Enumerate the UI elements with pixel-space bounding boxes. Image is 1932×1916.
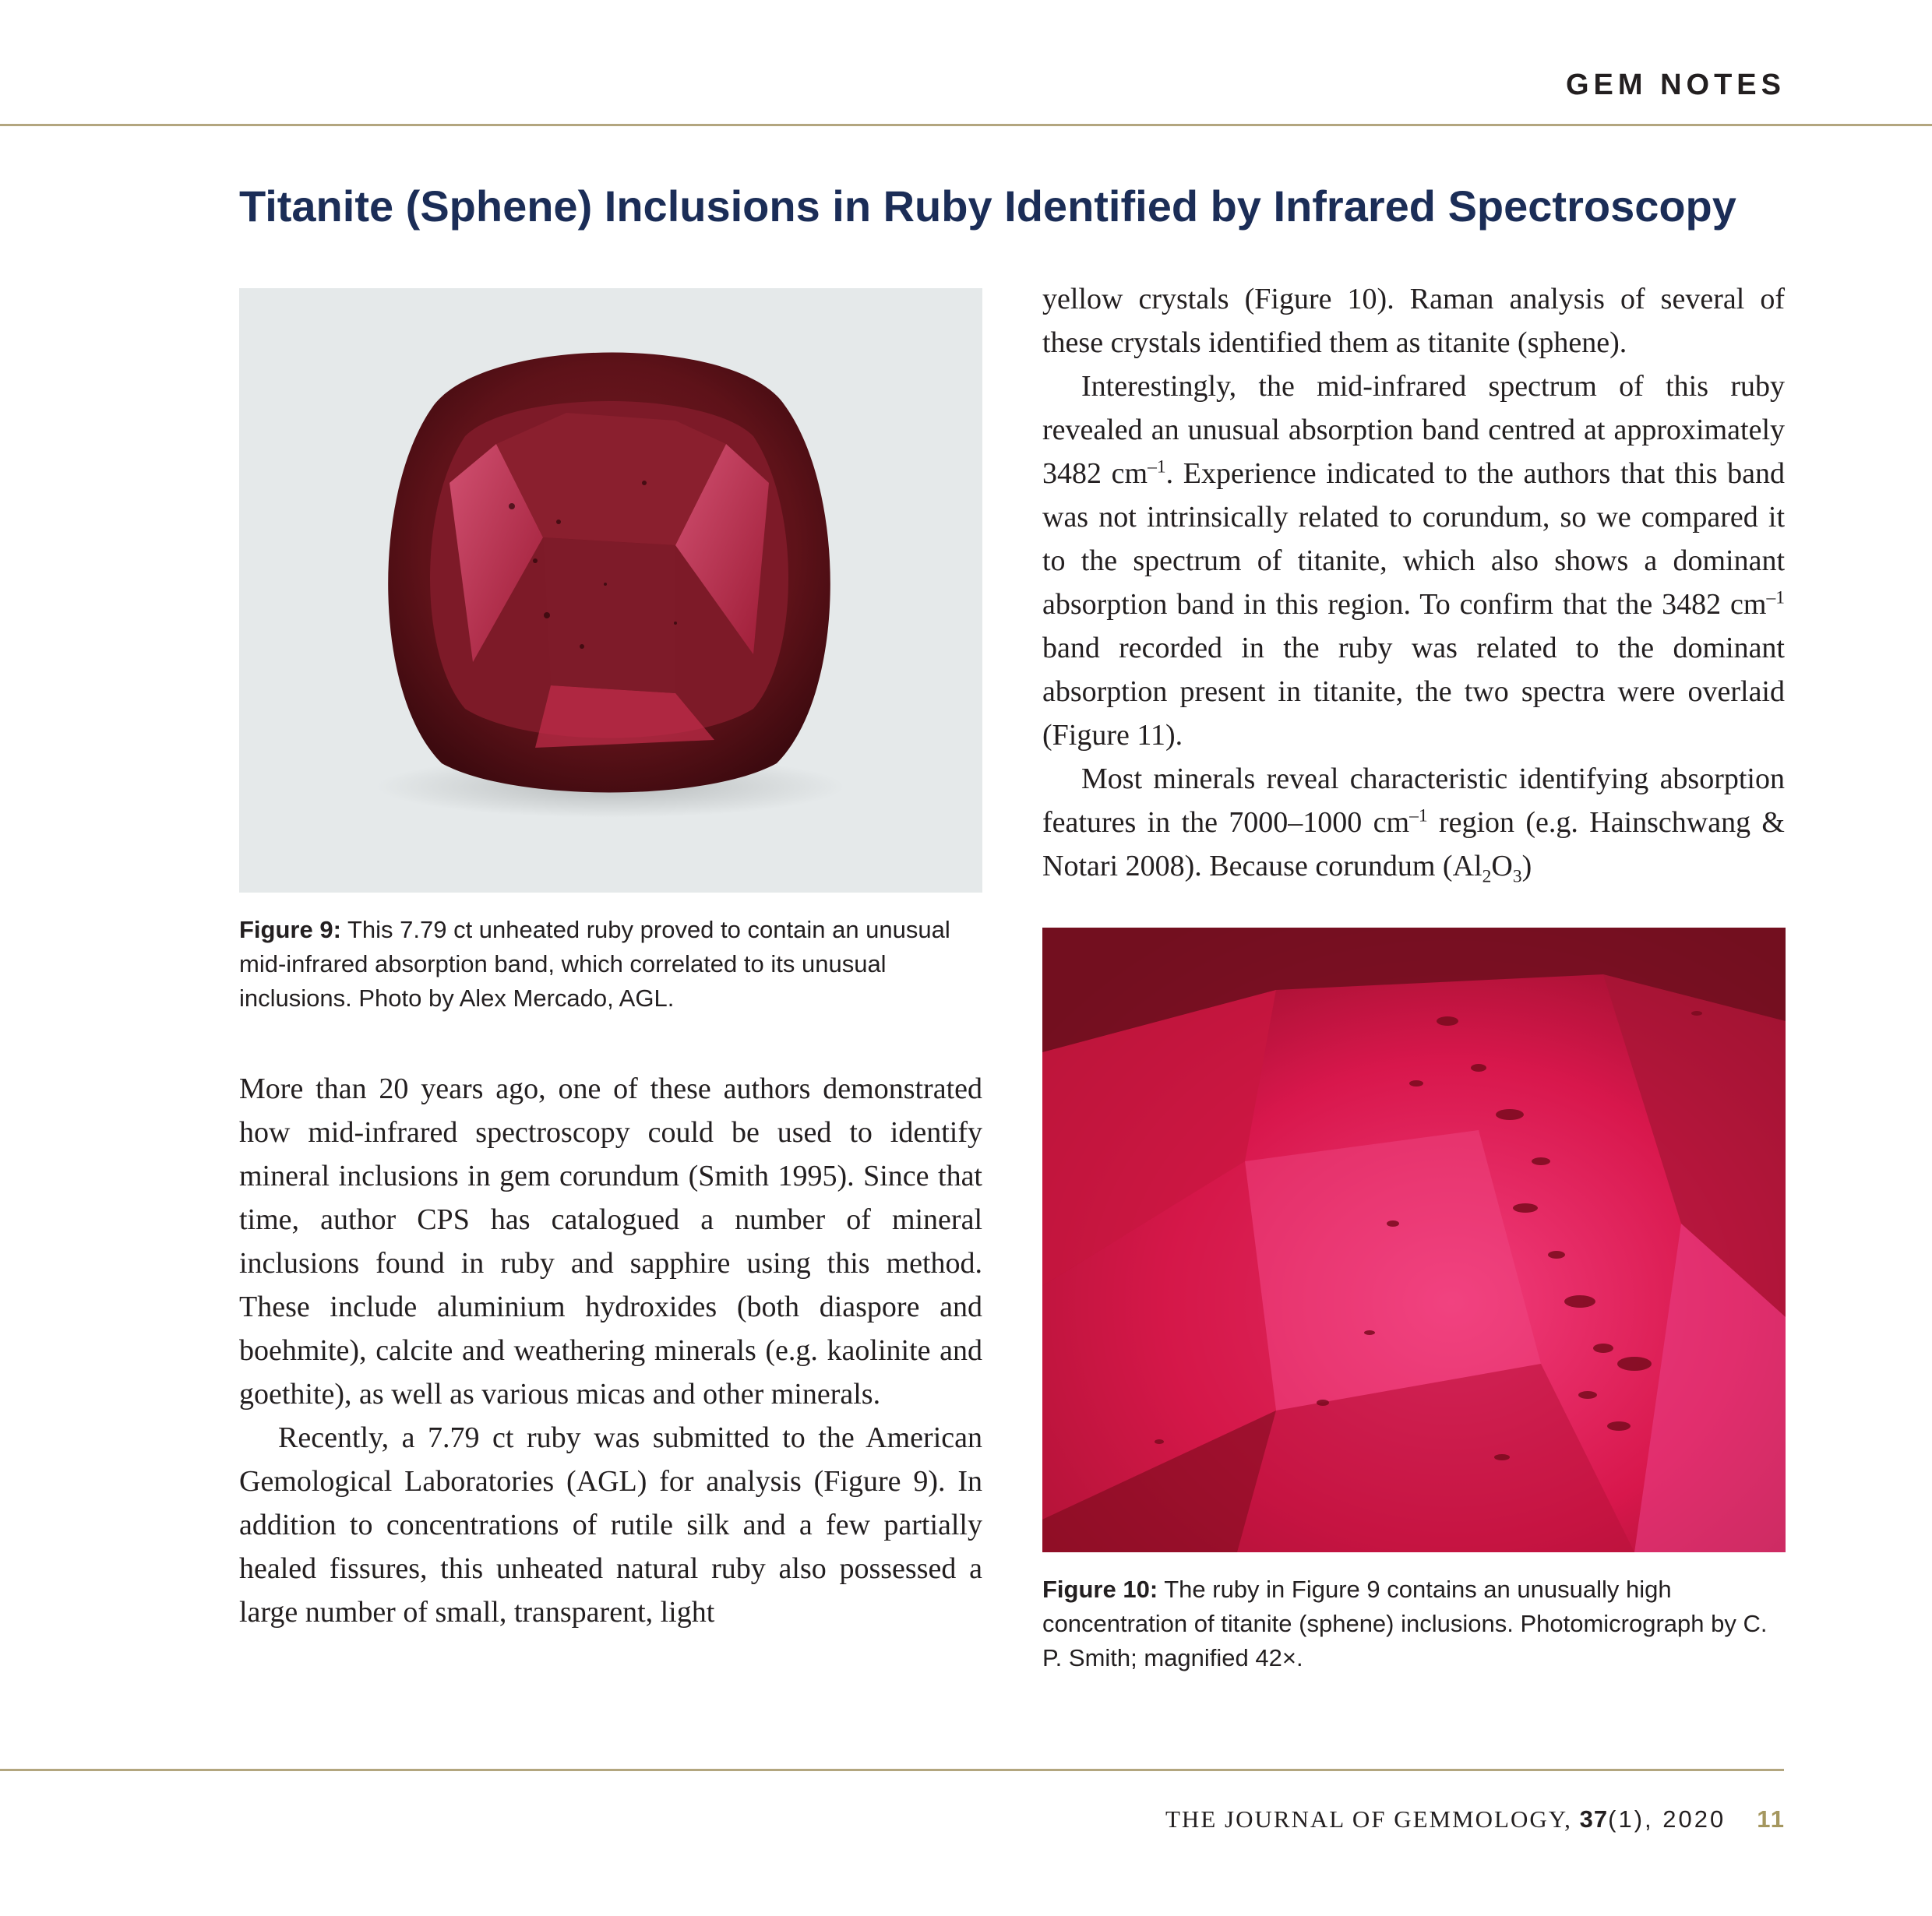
figure-10-caption — [1042, 1573, 1790, 1675]
figure-10-photomicrograph — [1042, 928, 1786, 1552]
figure-10-label: Figure 10: — [1042, 1576, 1158, 1603]
header-rule — [0, 124, 1932, 126]
journal-name: THE JOURNAL OF GEMMOLOGY, — [1165, 1805, 1580, 1833]
section-label: GEM NOTES — [1565, 69, 1786, 101]
running-footer — [1165, 1805, 1786, 1833]
paragraph: Recently, a 7.79 ct ruby was submitted to the American Gemological Laboratories (AGL) for analysis (Figure 9). In addition to concentrations of rutile silk and a few partially healed fissures, this unheated natural ruby also possessed a large number of small, transparent, light — [239, 1421, 982, 1629]
issue-year: (1), 2020 — [1608, 1805, 1726, 1833]
volume-number: 37 — [1579, 1805, 1609, 1833]
right-column-text — [1042, 277, 1785, 888]
page-number: 11 — [1757, 1805, 1786, 1833]
paragraph: More than 20 years ago, one of these authors demonstrated how mid-infrared spectroscopy could be used to identify mineral inclusions in gem corundum (Smith 1995). Since that time, author CPS has catalogued a number of mineral inclusions found in ruby and sapphire using this method. These include aluminium hydroxides (both diaspore and boehmite), calcite and weathering minerals (e.g. kaolinite and goethite), as well as various micas and other minerals. — [239, 1072, 982, 1411]
figure-9-ruby-photo — [239, 288, 982, 893]
left-column-text — [239, 1067, 982, 1634]
paragraph: yellow crystals (Figure 10). Raman analysis of several of these crystals identified them as titanite (sphene). — [1042, 283, 1785, 359]
subscript: 2 — [1482, 866, 1492, 887]
figure-9-caption-text: This 7.79 ct unheated ruby proved to contain an unusual mid-infrared absorption band, which correlated to its unusual inclusions. Photo by Alex Mercado, AGL. — [239, 916, 950, 1012]
paragraph: Most minerals reveal characteristic identifying absorption features in the 7000–1000 $cm^{-1}$ region (e.g. Hainschwang & Notari 2008). Because corundum $(Al_2O_3)$ — [1042, 763, 1785, 887]
subscript: 3 — [1512, 866, 1522, 887]
paragraph: Interestingly, the mid-infrared spectrum of this ruby revealed an unusual absorption band centred at approximately 3482 $cm^{-1}$. Experience indicated to the authors that this band was not intrinsically related to corundum, so we compared it to the spectrum of titanite, which also shows a dominant absorption band in this region. To confirm that the 3482 $cm^{-1}$ band recorded in the ruby was related to the dominant absorption present in titanite, the two spectra were overlaid (Figure 11). — [1042, 370, 1785, 752]
superscript: –1 — [1409, 805, 1428, 826]
figure-9-caption — [239, 913, 987, 1016]
superscript: –1 — [1148, 456, 1166, 477]
superscript: –1 — [1766, 587, 1785, 608]
figure-10-caption-text: The ruby in Figure 9 contains an unusually high concentration of titanite (sphene) inclusions. Photomicrograph by C. P. Smith; magnified 42×. — [1042, 1576, 1768, 1671]
article-title: Titanite (Sphene) Inclusions in Ruby Identified by Infrared Spectroscopy — [239, 181, 1736, 231]
figure-9-label: Figure 9: — [239, 916, 341, 943]
footer-rule — [0, 1769, 1784, 1771]
